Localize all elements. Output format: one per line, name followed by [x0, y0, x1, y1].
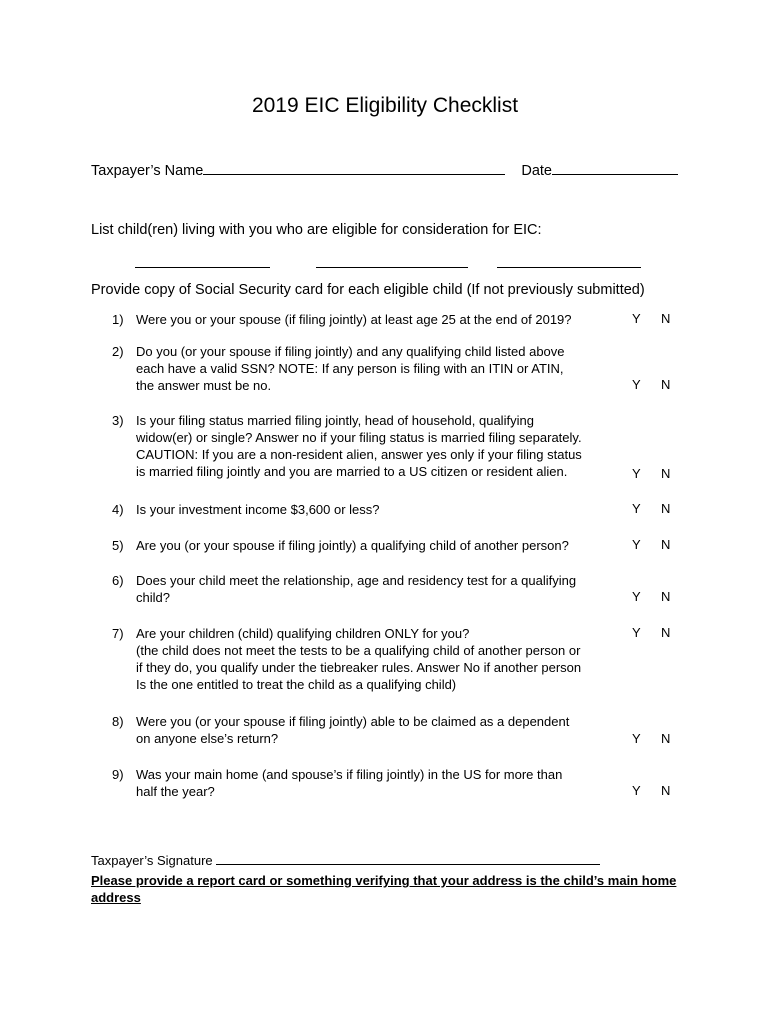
- no-option[interactable]: N: [661, 783, 671, 798]
- no-option[interactable]: N: [661, 466, 671, 481]
- signature-row: [91, 853, 600, 868]
- no-option[interactable]: N: [661, 625, 671, 640]
- yes-option[interactable]: Y: [632, 466, 641, 481]
- no-option[interactable]: N: [661, 537, 671, 552]
- question-number: 2): [112, 344, 124, 359]
- question-number: 5): [112, 538, 124, 553]
- name-date-row: [91, 163, 678, 179]
- date-label: Date: [521, 163, 552, 179]
- child-field[interactable]: [135, 253, 270, 268]
- yes-option[interactable]: Y: [632, 311, 641, 326]
- yes-option[interactable]: Y: [632, 501, 641, 516]
- question-text: Do you (or your spouse if filing jointly) and any qualifying child listed above: [136, 344, 565, 359]
- question-text: Were you or your spouse (if filing jointly) at least age 25 at the end of 2019?: [136, 312, 572, 327]
- yes-option[interactable]: Y: [632, 783, 641, 798]
- yes-option[interactable]: Y: [632, 589, 641, 604]
- child-field[interactable]: [497, 253, 641, 268]
- no-option[interactable]: N: [661, 377, 671, 392]
- footer-note: Please provide a report card or something verifying that your address is the child’s main home address: [91, 873, 677, 905]
- question-text: Is your investment income $3,600 or less?: [136, 502, 380, 517]
- children-prompt: List child(ren) living with you who are eligible for consideration for EIC:: [91, 222, 542, 238]
- question-text: half the year?: [136, 784, 215, 799]
- no-option[interactable]: N: [661, 589, 671, 604]
- taxpayer-name-field[interactable]: [203, 174, 505, 175]
- date-field[interactable]: [552, 174, 678, 175]
- yes-option[interactable]: Y: [632, 537, 641, 552]
- question-number: 3): [112, 413, 124, 428]
- signature-label: Taxpayer’s Signature: [91, 853, 213, 868]
- question-number: 4): [112, 502, 124, 517]
- question-text: child?: [136, 590, 170, 605]
- no-option[interactable]: N: [661, 731, 671, 746]
- no-option[interactable]: N: [661, 311, 671, 326]
- question-number: 7): [112, 626, 124, 641]
- yes-option[interactable]: Y: [632, 377, 641, 392]
- question-text: widow(er) or single? Answer no if your filing status is married filing separately.: [136, 430, 582, 445]
- question-text: on anyone else’s return?: [136, 731, 279, 746]
- question-text: Does your child meet the relationship, age and residency test for a qualifying: [136, 573, 577, 588]
- question-number: 6): [112, 573, 124, 588]
- question-text: each have a valid SSN? NOTE: If any person is filing with an ITIN or ATIN,: [136, 361, 564, 376]
- question-text: Were you (or your spouse if filing jointly) able to be claimed as a dependent: [136, 714, 570, 729]
- question-text: is married filing jointly and you are married to a US citizen or resident alien.: [136, 464, 568, 479]
- question-text: the answer must be no.: [136, 378, 272, 393]
- question-number: 8): [112, 714, 124, 729]
- question-text: Is the one entitled to treat the child as a qualifying child): [136, 677, 457, 692]
- yes-option[interactable]: Y: [632, 731, 641, 746]
- no-option[interactable]: N: [661, 501, 671, 516]
- child-field[interactable]: [316, 253, 468, 268]
- question-text: Are your children (child) qualifying children ONLY for you?: [136, 626, 470, 641]
- signature-field[interactable]: [216, 864, 600, 865]
- question-text: Are you (or your spouse if filing jointly) a qualifying child of another person?: [136, 538, 569, 553]
- page-title: 2019 EIC Eligibility Checklist: [251, 94, 519, 117]
- question-number: 1): [112, 312, 124, 327]
- question-number: 9): [112, 767, 124, 782]
- question-text: if they do, you qualify under the tiebreaker rules. Answer No if another person: [136, 660, 582, 675]
- question-text: CAUTION: If you are a non-resident alien, answer yes only if your filing status: [136, 447, 582, 462]
- question-text: Is your filing status married filing jointly, head of household, qualifying: [136, 413, 534, 428]
- yes-option[interactable]: Y: [632, 625, 641, 640]
- ssn-instruction: Provide copy of Social Security card for each eligible child (If not previously submitted): [91, 282, 645, 298]
- question-text: Was your main home (and spouse’s if filing jointly) in the US for more than: [136, 767, 563, 782]
- question-text: (the child does not meet the tests to be a qualifying child of another person or: [136, 643, 581, 658]
- taxpayer-name-label: Taxpayer’s Name: [91, 163, 204, 179]
